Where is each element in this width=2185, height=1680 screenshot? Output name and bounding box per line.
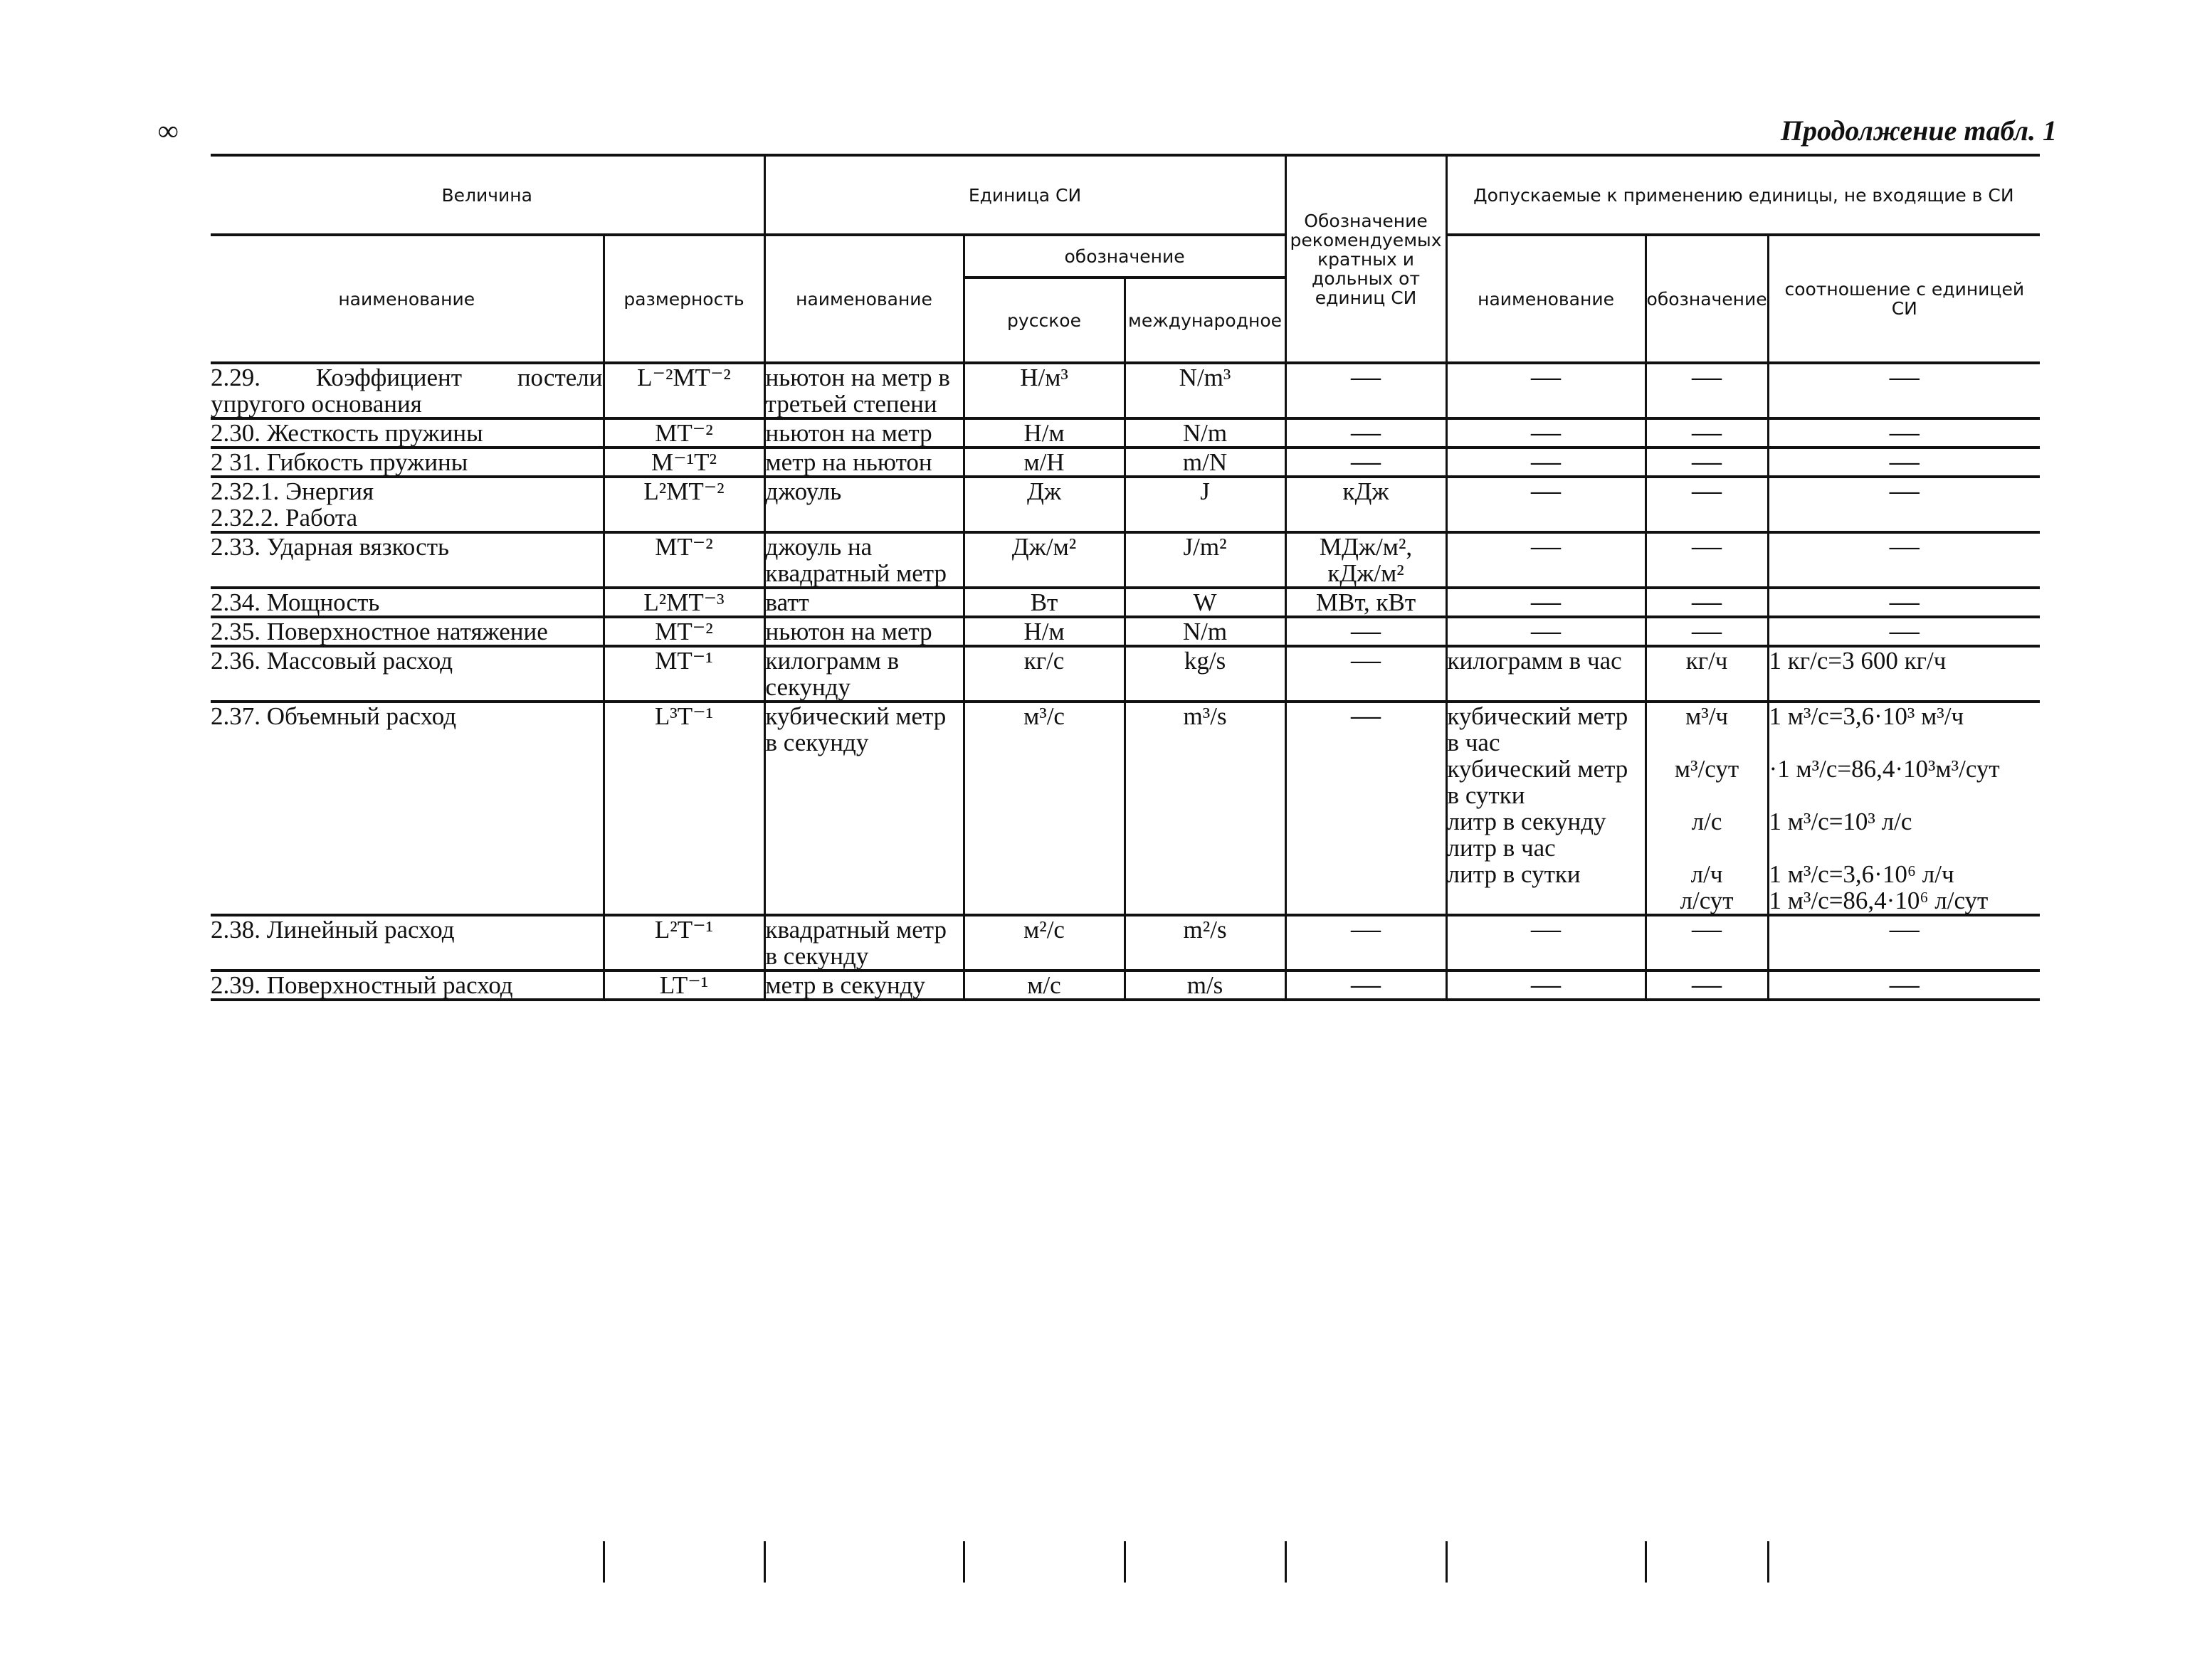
table-row [211, 448, 2040, 477]
quantity-name-cell: 2.39. Поверхностный расход [211, 971, 604, 1000]
quantity-name-cell: 2.37. Объемный расход [211, 702, 604, 915]
symbol-international-cell: m/s [1125, 971, 1285, 1000]
table-row [211, 646, 2040, 702]
si-unit-name-cell: метр на ньютон [764, 448, 964, 477]
column-stub [1285, 1541, 1287, 1583]
allowed-unit-symbol-cell: — [1646, 915, 1768, 971]
si-unit-name-cell: килограмм в секунду [764, 646, 964, 702]
dimension-cell: L²MT⁻² [604, 477, 764, 532]
dimension-cell: M⁻¹T² [604, 448, 764, 477]
header-dimension: размерность [604, 235, 764, 363]
allowed-unit-symbol-cell: — [1646, 448, 1768, 477]
allowed-unit-relation-cell: — [1768, 448, 2040, 477]
symbol-international-cell: m²/s [1125, 915, 1285, 971]
allowed-unit-symbol-cell: — [1646, 617, 1768, 646]
dimension-cell: MT⁻² [604, 418, 764, 448]
allowed-unit-symbol-cell: м³/ч м³/сут л/с л/ч л/сут [1646, 702, 1768, 915]
dimension-cell: MT⁻² [604, 617, 764, 646]
dimension-cell: L²T⁻¹ [604, 915, 764, 971]
symbol-international-cell: J [1125, 477, 1285, 532]
header-quantity-name: наименование [211, 235, 604, 363]
page-number: ∞ [158, 115, 177, 147]
header-multiples: Обозначение рекомендуемых кратных и дольных от единиц СИ [1285, 155, 1446, 363]
table-row [211, 702, 2040, 915]
quantity-name-cell: 2.33. Ударная вязкость [211, 532, 604, 588]
allowed-unit-name-cell: — [1446, 532, 1646, 588]
column-stub [603, 1541, 605, 1583]
symbol-russian-cell: Дж [964, 477, 1125, 532]
multiples-cell: — [1285, 363, 1446, 418]
table-row [211, 971, 2040, 1000]
dimension-cell: LT⁻¹ [604, 971, 764, 1000]
allowed-unit-name-cell: килограмм в час [1446, 646, 1646, 702]
allowed-unit-name-cell: — [1446, 617, 1646, 646]
quantity-name-cell: 2.30. Жесткость пружины [211, 418, 604, 448]
symbol-international-cell: m/N [1125, 448, 1285, 477]
column-stub [1767, 1541, 1769, 1583]
table-row [211, 363, 2040, 418]
symbol-russian-cell: м/Н [964, 448, 1125, 477]
table-continuation-caption: Продолжение табл. 1 [1780, 115, 2057, 147]
symbol-russian-cell: кг/с [964, 646, 1125, 702]
allowed-unit-name-cell: кубический метр в час кубический метр в сутки литр в секунду литр в час литр в сутки [1446, 702, 1646, 915]
header-allowed-symbol: обозначение [1646, 235, 1768, 363]
allowed-unit-symbol-cell: кг/ч [1646, 646, 1768, 702]
si-unit-name-cell: ньютон на метр в третьей степени [764, 363, 964, 418]
quantity-name-cell: 2 31. Гибкость пружины [211, 448, 604, 477]
units-table [211, 154, 2040, 1001]
header-symbol-international: международное [1125, 278, 1285, 363]
header-allowed-name: наименование [1446, 235, 1646, 363]
table-row [211, 588, 2040, 617]
symbol-international-cell: m³/s [1125, 702, 1285, 915]
si-unit-name-cell: квадратный метр в секунду [764, 915, 964, 971]
header-symbol-russian: русское [964, 278, 1125, 363]
quantity-name-cell: 2.35. Поверхностное натяжение [211, 617, 604, 646]
allowed-unit-relation-cell: — [1768, 915, 2040, 971]
allowed-unit-symbol-cell: — [1646, 477, 1768, 532]
symbol-international-cell: J/m² [1125, 532, 1285, 588]
symbol-russian-cell: Дж/м² [964, 532, 1125, 588]
dimension-cell: L⁻²MT⁻² [604, 363, 764, 418]
multiples-cell: — [1285, 915, 1446, 971]
symbol-russian-cell: м/с [964, 971, 1125, 1000]
allowed-unit-symbol-cell: — [1646, 588, 1768, 617]
table-row [211, 418, 2040, 448]
allowed-unit-name-cell: — [1446, 477, 1646, 532]
column-stub [963, 1541, 965, 1583]
allowed-unit-relation-cell: — [1768, 363, 2040, 418]
table-row [211, 477, 2040, 532]
symbol-russian-cell: м³/с [964, 702, 1125, 915]
si-unit-name-cell: джоуль на квадратный метр [764, 532, 964, 588]
symbol-international-cell: N/m [1125, 418, 1285, 448]
si-unit-name-cell: метр в секунду [764, 971, 964, 1000]
header-quantity: Величина [211, 155, 764, 235]
allowed-unit-name-cell: — [1446, 363, 1646, 418]
allowed-unit-name-cell: — [1446, 448, 1646, 477]
multiples-cell: МВт, кВт [1285, 588, 1446, 617]
allowed-unit-symbol-cell: — [1646, 532, 1768, 588]
symbol-international-cell: W [1125, 588, 1285, 617]
multiples-cell: — [1285, 617, 1446, 646]
multiples-cell: кДж [1285, 477, 1446, 532]
column-stub [1645, 1541, 1647, 1583]
quantity-name-cell: 2.32.1. Энергия 2.32.2. Работа [211, 477, 604, 532]
allowed-unit-relation-cell: 1 кг/с=3 600 кг/ч [1768, 646, 2040, 702]
dimension-cell: L³T⁻¹ [604, 702, 764, 915]
multiples-cell: — [1285, 971, 1446, 1000]
column-stub [1446, 1541, 1448, 1583]
dimension-cell: L²MT⁻³ [604, 588, 764, 617]
quantity-name-cell: 2.38. Линейный расход [211, 915, 604, 971]
symbol-international-cell: N/m [1125, 617, 1285, 646]
allowed-unit-symbol-cell: — [1646, 971, 1768, 1000]
symbol-russian-cell: Н/м³ [964, 363, 1125, 418]
si-unit-name-cell: кубический метр в секунду [764, 702, 964, 915]
si-unit-name-cell: ватт [764, 588, 964, 617]
symbol-russian-cell: Вт [964, 588, 1125, 617]
multiples-cell: — [1285, 646, 1446, 702]
symbol-russian-cell: Н/м [964, 617, 1125, 646]
allowed-unit-relation-cell: — [1768, 617, 2040, 646]
quantity-name-cell: 2.29. Коэффициент постели упругого основания [211, 364, 603, 418]
allowed-unit-name-cell: — [1446, 418, 1646, 448]
header-allowed-relation: соотношение с единицей СИ [1768, 235, 2040, 363]
allowed-unit-name-cell: — [1446, 971, 1646, 1000]
column-stub [764, 1541, 766, 1583]
header-si-symbol: обозначение [964, 235, 1285, 278]
allowed-unit-name-cell: — [1446, 588, 1646, 617]
allowed-unit-symbol-cell: — [1646, 418, 1768, 448]
si-unit-name-cell: джоуль [764, 477, 964, 532]
table-row [211, 617, 2040, 646]
quantity-name-cell: 2.36. Массовый расход [211, 646, 604, 702]
multiples-cell: — [1285, 702, 1446, 915]
header-si-name: наименование [764, 235, 964, 363]
symbol-russian-cell: Н/м [964, 418, 1125, 448]
allowed-unit-relation-cell: 1 м³/с=3,6·10³ м³/ч ·1 м³/с=86,4·10³м³/сут 1 м³/с=10³ л/с 1 м³/с=3,6·10⁶ л/ч 1 м³/с=86,4·10⁶ л/сут [1768, 702, 2040, 915]
column-stub [1124, 1541, 1126, 1583]
symbol-international-cell: kg/s [1125, 646, 1285, 702]
dimension-cell: MT⁻¹ [604, 646, 764, 702]
multiples-cell: МДж/м², кДж/м² [1285, 532, 1446, 588]
allowed-unit-symbol-cell: — [1646, 363, 1768, 418]
table-row [211, 532, 2040, 588]
allowed-unit-relation-cell: — [1768, 971, 2040, 1000]
si-unit-name-cell: ньютон на метр [764, 617, 964, 646]
si-unit-name-cell: ньютон на метр [764, 418, 964, 448]
dimension-cell: MT⁻² [604, 532, 764, 588]
header-allowed-units: Допускаемые к применению единицы, не входящие в СИ [1446, 155, 2040, 235]
allowed-unit-relation-cell: — [1768, 532, 2040, 588]
symbol-russian-cell: м²/с [964, 915, 1125, 971]
allowed-unit-relation-cell: — [1768, 418, 2040, 448]
table-body [211, 363, 2040, 1000]
table-row [211, 915, 2040, 971]
multiples-cell: — [1285, 418, 1446, 448]
multiples-cell: — [1285, 448, 1446, 477]
allowed-unit-relation-cell: — [1768, 477, 2040, 532]
allowed-unit-relation-cell: — [1768, 588, 2040, 617]
allowed-unit-name-cell: — [1446, 915, 1646, 971]
symbol-international-cell: N/m³ [1125, 363, 1285, 418]
quantity-name-cell: 2.34. Мощность [211, 588, 604, 617]
header-si-unit: Единица СИ [764, 155, 1285, 235]
